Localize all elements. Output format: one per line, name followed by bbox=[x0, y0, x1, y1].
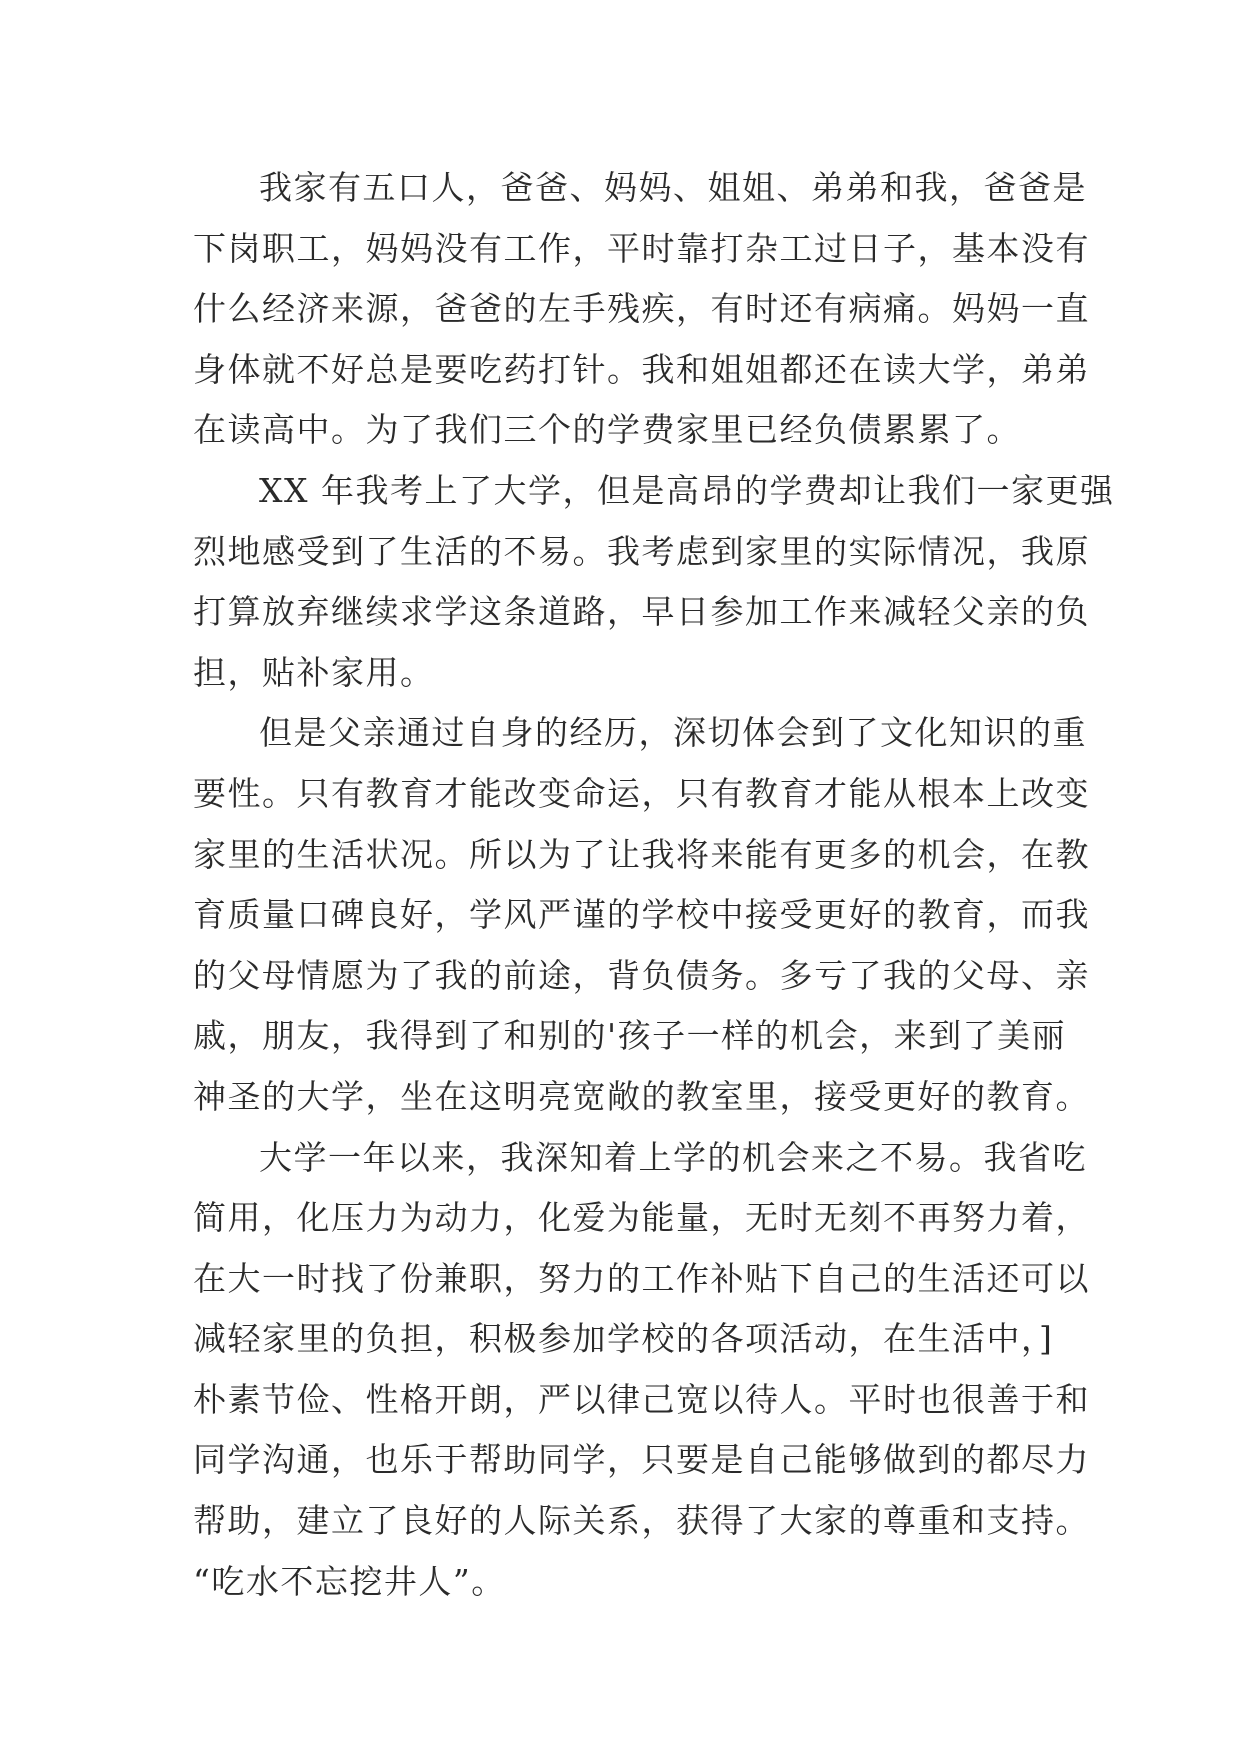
text-line: 但是父亲通过自身的经历，深切体会到了文化知识的重 bbox=[259, 713, 1087, 753]
text-line: 帮助，建立了良好的人际关系，获得了大家的尊重和支持。 bbox=[193, 1501, 1090, 1541]
text-line: 戚，朋友，我得到了和别的'孩子一样的机会，来到了美丽 bbox=[193, 1016, 1067, 1056]
text-line: 简用，化压力为动力，化爱为能量，无时无刻不再努力着， bbox=[193, 1198, 1090, 1238]
text-line: 朴素节俭、性格开朗，严以律己宽以待人。平时也很善于和 bbox=[193, 1379, 1090, 1419]
text-line: 育质量口碑良好，学风严谨的学校中接受更好的教育，而我 bbox=[193, 895, 1090, 935]
text-line: 要性。只有教育才能改变命运，只有教育才能从根本上改变 bbox=[193, 773, 1090, 813]
text-line: 烈地感受到了生活的不易。我考虑到家里的实际情况，我原 bbox=[193, 531, 1090, 571]
text-line: 的父母情愿为了我的前途，背负债务。多亏了我的父母、亲 bbox=[193, 955, 1090, 995]
body-text bbox=[193, 158, 1115, 1612]
text-line: 什么经济来源，爸爸的左手残疾，有时还有病痛。妈妈一直 bbox=[193, 289, 1090, 329]
text-line: “吃水不忘挖井人”。 bbox=[193, 1561, 506, 1601]
text-line: 家里的生活状况。所以为了让我将来能有更多的机会，在教 bbox=[193, 834, 1090, 874]
text-line: 减轻家里的负担，积极参加学校的各项活动，在生活中，] bbox=[193, 1319, 1054, 1359]
text-line: 担，贴补家用。 bbox=[193, 652, 435, 692]
text-line: 大学一年以来，我深知着上学的机会来之不易。我省吃 bbox=[259, 1137, 1087, 1177]
text-line: 同学沟通，也乐于帮助同学，只要是自己能够做到的都尽力 bbox=[193, 1440, 1090, 1480]
text-line: 下岗职工，妈妈没有工作，平时靠打杂工过日子，基本没有 bbox=[193, 228, 1090, 268]
text-line: 打算放弃继续求学这条道路，早日参加工作来减轻父亲的负 bbox=[193, 592, 1090, 632]
text-line: 神圣的大学，坐在这明亮宽敞的教室里，接受更好的教育。 bbox=[193, 1076, 1090, 1116]
text-line: XX 年我考上了大学，但是高昂的学费却让我们一家更强 bbox=[259, 470, 1115, 510]
text-line: 身体就不好总是要吃药打针。我和姐姐都还在读大学，弟弟 bbox=[193, 349, 1090, 389]
text-line: 在大一时找了份兼职，努力的工作补贴下自己的生活还可以 bbox=[193, 1258, 1090, 1298]
text-line: 在读高中。为了我们三个的学费家里已经负债累累了。 bbox=[193, 410, 1021, 450]
text-line: 我家有五口人，爸爸、妈妈、姐姐、弟弟和我，爸爸是 bbox=[259, 168, 1087, 207]
